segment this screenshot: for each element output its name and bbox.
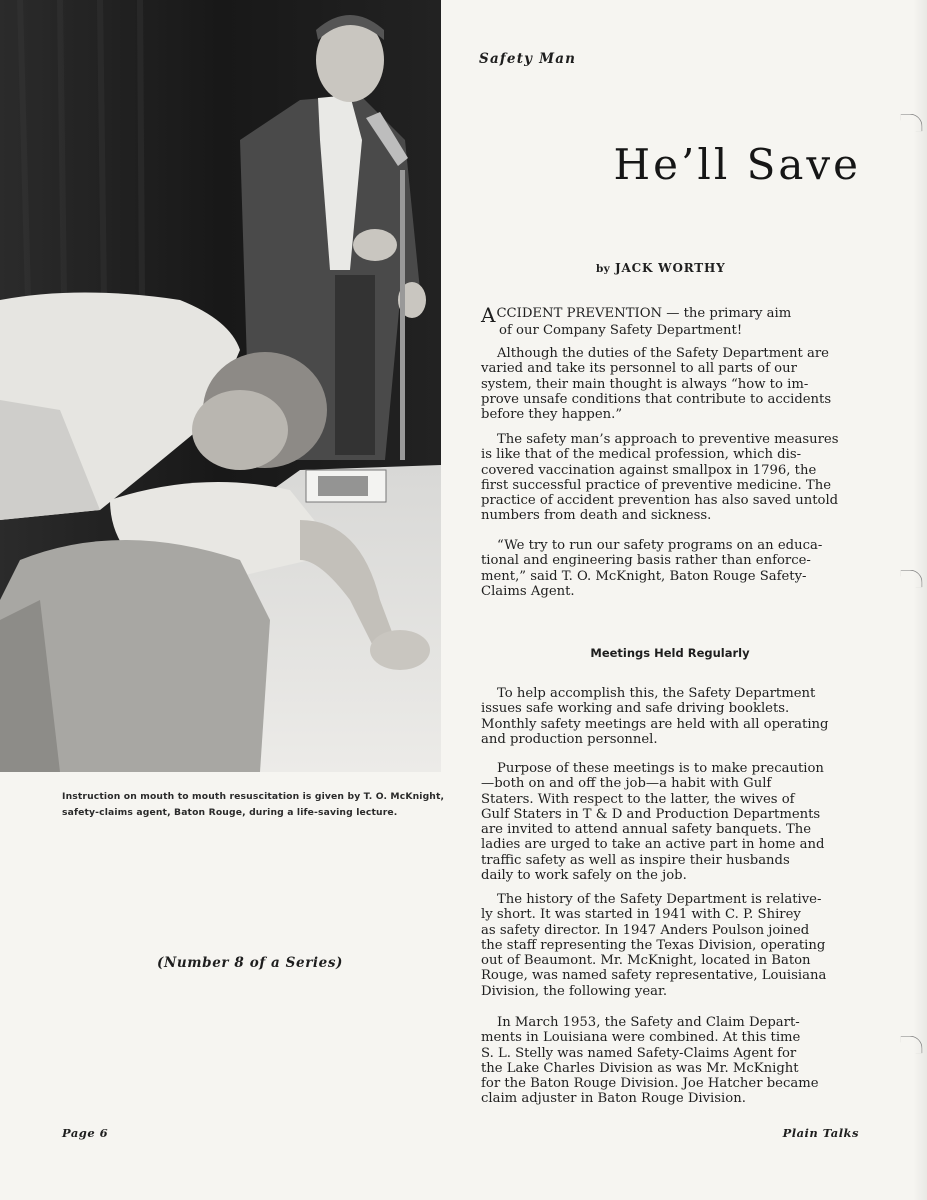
text-line: The history of the Safety Department is relative- (497, 892, 822, 907)
text-line: —both on and off the job—a habit with Gulf (481, 776, 772, 792)
publication-name: Plain Talks (782, 1126, 859, 1140)
text-line: varied and take its personnel to all parts of our (481, 361, 797, 377)
text-line: Purpose of these meetings is to make precaution (497, 761, 824, 776)
text-line: ments in Louisiana were combined. At this time (481, 1030, 801, 1046)
paragraph-2 (481, 346, 859, 422)
paragraph-6 (481, 761, 859, 883)
byline-prefix: by (596, 263, 611, 275)
text-line: Division, the following year. (481, 983, 668, 999)
lead-line-2: of our Company Safety Department! (499, 323, 743, 338)
text-line: are invited to attend annual safety banquets. The (481, 822, 812, 838)
page-edge-shadow (913, 0, 927, 1200)
text-line: claim adjuster in Baton Rouge Division. (481, 1091, 746, 1107)
text-line: Monthly safety meetings are held with all operating (481, 716, 829, 732)
text-line: prove unsafe conditions that contribute to accidents (481, 391, 832, 407)
text-line: ly short. It was started in 1941 with C. P. Shirey (481, 907, 801, 923)
paragraph-5 (481, 686, 859, 747)
text-line: for the Baton Rouge Division. Joe Hatcher became (481, 1076, 819, 1092)
text-line: “We try to run our safety programs on an educa- (497, 538, 823, 553)
text-line: Rouge, was named safety representative, Louisiana (481, 968, 827, 984)
drop-cap: A (481, 303, 496, 327)
text-line: tional and engineering basis rather than enforce- (481, 553, 811, 569)
text-line: issues safe working and safe driving booklets. (481, 701, 790, 717)
text-line: first successful practice of preventive medicine. The (481, 477, 832, 493)
text-line: Although the duties of the Safety Department are (497, 346, 829, 361)
text-line: daily to work safely on the job. (481, 868, 687, 884)
photo-icon (0, 0, 441, 772)
text-line: ladies are urged to take an active part in home and (481, 837, 825, 853)
lead-paragraph (481, 303, 859, 338)
byline-name: JACK WORTHY (615, 261, 726, 275)
text-line: To help accomplish this, the Safety Department (497, 686, 816, 701)
photo-caption (62, 789, 447, 821)
text-line: out of Beaumont. Mr. McKnight, located in Baton (481, 953, 811, 969)
section-subhead: Meetings Held Regularly (590, 646, 750, 660)
text-line: is like that of the medical profession, which dis- (481, 447, 802, 463)
byline (596, 261, 726, 275)
section-kicker: Safety Man (479, 51, 577, 67)
text-line: In March 1953, the Safety and Claim Depart- (497, 1015, 800, 1030)
paragraph-8 (481, 1015, 859, 1107)
page-number: Page 6 (62, 1126, 109, 1140)
text-line: practice of accident prevention has also saved untold (481, 493, 839, 509)
text-line: numbers from death and sickness. (481, 508, 712, 524)
text-line: S. L. Stelly was named Safety-Claims Agent for (481, 1045, 797, 1061)
text-line: and production personnel. (481, 731, 658, 747)
text-line: traffic safety as well as inspire their husbands (481, 852, 790, 868)
text-line: as safety director. In 1947 Anders Poulson joined (481, 922, 810, 938)
article-headline: He’ll Save (613, 140, 861, 189)
caption-line: Instruction on mouth to mouth resuscitation is given by T. O. McKnight, (62, 791, 445, 802)
paragraph-3 (481, 432, 859, 524)
text-line: The safety man’s approach to preventive measures (497, 432, 839, 447)
article-photo (0, 0, 441, 772)
series-note: (Number 8 of a Series) (156, 955, 344, 971)
text-line: Staters. With respect to the latter, the wives of (481, 791, 795, 807)
text-line: the staff representing the Texas Division, operating (481, 937, 826, 953)
text-line: system, their main thought is always “how to im- (481, 376, 809, 392)
text-line: covered vaccination against smallpox in 1796, the (481, 462, 817, 478)
text-line: the Lake Charles Division as was Mr. McKnight (481, 1060, 799, 1076)
text-line: Claims Agent. (481, 583, 575, 599)
paragraph-4 (481, 538, 859, 599)
text-line: ment,” said T. O. McKnight, Baton Rouge Safety- (481, 568, 807, 584)
caption-line: safety-claims agent, Baton Rouge, during a life-saving lecture. (62, 807, 398, 818)
text-line: before they happen.” (481, 407, 623, 423)
lead-text: CCIDENT PREVENTION — the primary aim (496, 306, 792, 321)
lead-line-1 (481, 303, 859, 327)
paragraph-7 (481, 892, 859, 999)
text-line: Gulf Staters in T & D and Production Departments (481, 806, 821, 822)
